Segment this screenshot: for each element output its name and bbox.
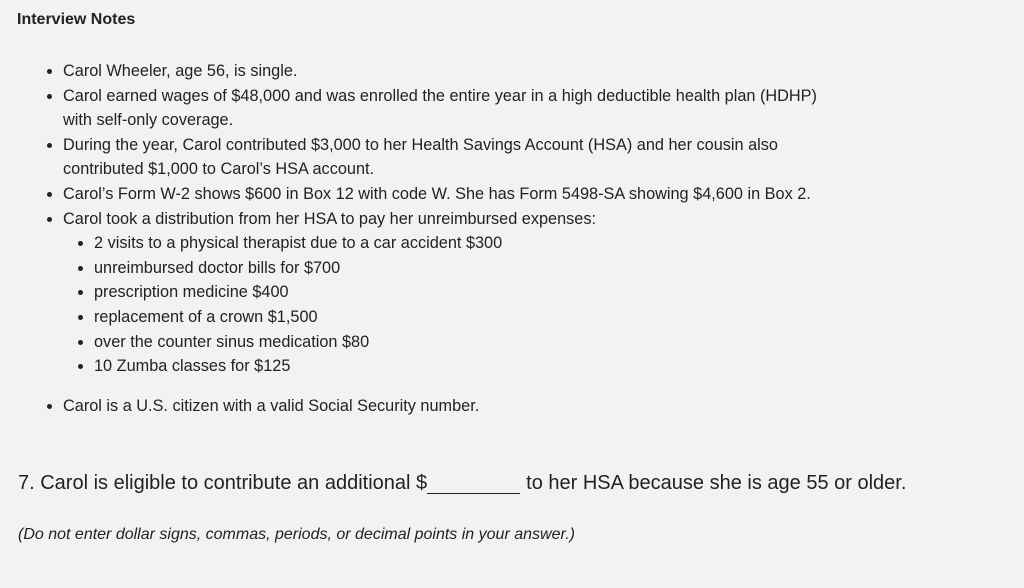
note-item: • Carol earned wages of $48,000 and was enrolled the entire year in a high deductible health plan (HDHP) with self-only coverage.: [63, 84, 823, 133]
question-7: [18, 472, 906, 495]
question-text-after: to her HSA because she is age 55 or older.: [526, 472, 907, 494]
note-item-distribution: [63, 207, 823, 379]
note-item-text: Carol took a distribution from her HSA to pay her unreimbursed expenses:: [63, 209, 597, 228]
answer-instruction: (Do not enter dollar signs, commas, periods, or decimal points in your answer.): [18, 526, 575, 543]
note-item: • Carol’s Form W-2 shows $600 in Box 12 with code W. She has Form 5498-SA showing $4,600 in Box 2.: [63, 182, 823, 207]
expense-item: • replacement of a crown $1,500: [94, 305, 823, 330]
answer-input[interactable]: [427, 475, 520, 494]
note-item: • Carol Wheeler, age 56, is single.: [63, 59, 823, 84]
expense-item: • 2 visits to a physical therapist due to a car accident $300: [94, 231, 823, 256]
expenses-list: [63, 231, 823, 379]
interview-notes-list: [40, 59, 823, 418]
note-item: • Carol is a U.S. citizen with a valid Social Security number.: [63, 394, 823, 419]
expense-item: • prescription medicine $400: [94, 280, 823, 305]
expense-item: • 10 Zumba classes for $125: [94, 354, 823, 379]
page-title: Interview Notes: [17, 11, 136, 28]
note-item: • During the year, Carol contributed $3,000 to her Health Savings Account (HSA) and her cousin also contributed $1,000 to Carol’s HSA account.: [63, 133, 823, 182]
expense-item: • over the counter sinus medication $80: [94, 330, 823, 355]
expense-item: • unreimbursed doctor bills for $700: [94, 256, 823, 281]
question-text-before: 7. Carol is eligible to contribute an additional $: [18, 472, 428, 494]
